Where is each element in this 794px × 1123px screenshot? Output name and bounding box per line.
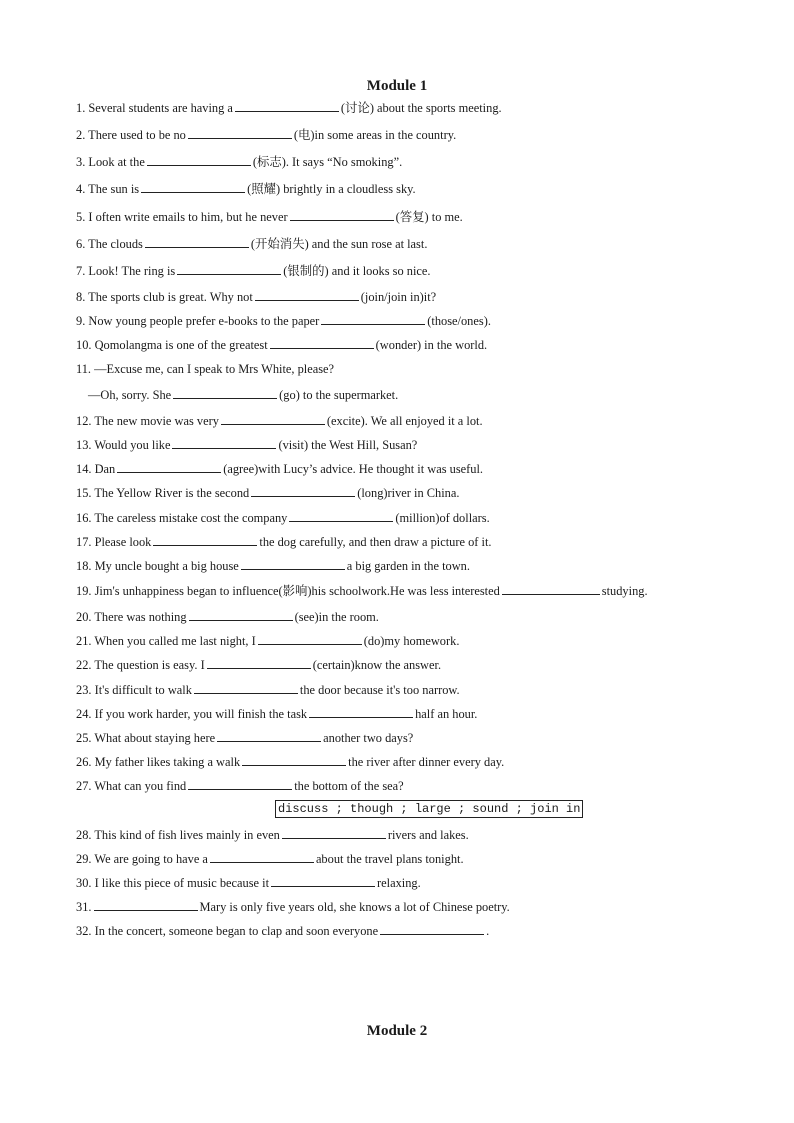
question-6: 6. The clouds (开始消失) and the sun rose at last. bbox=[76, 237, 428, 251]
question-25: 25. What about staying here another two days? bbox=[76, 731, 414, 745]
answer-blank[interactable] bbox=[94, 898, 198, 911]
answer-blank[interactable] bbox=[188, 126, 292, 139]
question-8: 8. The sports club is great. Why not (join/join in)it? bbox=[76, 290, 437, 304]
answer-blank[interactable] bbox=[145, 235, 249, 248]
question-22: 22. The question is easy. I (certain)know the answer. bbox=[76, 658, 442, 672]
answer-blank[interactable] bbox=[258, 632, 362, 645]
answer-blank[interactable] bbox=[235, 99, 339, 112]
answer-blank[interactable] bbox=[189, 608, 293, 621]
answer-blank[interactable] bbox=[188, 777, 292, 790]
question-27: 27. What can you find the bottom of the sea? bbox=[76, 779, 404, 793]
word-bank-box: discuss ; though ; large ; sound ; join in bbox=[275, 800, 583, 818]
question-9: 9. Now young people prefer e-books to the paper (those/ones). bbox=[76, 314, 491, 328]
question-10: 10. Qomolangma is one of the greatest (wonder) in the world. bbox=[76, 338, 488, 352]
question-13: 13. Would you like (visit) the West Hill, Susan? bbox=[76, 438, 418, 452]
answer-blank[interactable] bbox=[217, 729, 321, 742]
answer-blank[interactable] bbox=[251, 484, 355, 497]
answer-blank[interactable] bbox=[241, 557, 345, 570]
answer-blank[interactable] bbox=[255, 288, 359, 301]
answer-blank[interactable] bbox=[290, 208, 394, 221]
question-30: 30. I like this piece of music because it relaxing. bbox=[76, 876, 421, 890]
answer-blank[interactable] bbox=[210, 850, 314, 863]
answer-blank[interactable] bbox=[117, 460, 221, 473]
answer-blank[interactable] bbox=[282, 826, 386, 839]
question-3: 3. Look at the (标志). It says “No smoking”. bbox=[76, 155, 403, 169]
answer-blank[interactable] bbox=[242, 753, 346, 766]
answer-blank[interactable] bbox=[153, 533, 257, 546]
question-17: 17. Please look the dog carefully, and then draw a picture of it. bbox=[76, 535, 492, 549]
question-20: 20. There was nothing (see)in the room. bbox=[76, 610, 379, 624]
question-1: 1. Several students are having a (讨论) about the sports meeting. bbox=[76, 101, 502, 115]
answer-blank[interactable] bbox=[194, 681, 298, 694]
module-2-title: Module 2 bbox=[366, 1023, 428, 1039]
question-5: 5. I often write emails to him, but he never (答复) to me. bbox=[76, 210, 463, 224]
answer-blank[interactable] bbox=[173, 386, 277, 399]
answer-blank[interactable] bbox=[380, 922, 484, 935]
answer-blank[interactable] bbox=[271, 874, 375, 887]
question-16: 16. The careless mistake cost the company (million)of dollars. bbox=[76, 511, 490, 525]
question-11-prompt: 11. —Excuse me, can I speak to Mrs White, please? bbox=[76, 362, 335, 376]
question-32: 32. In the concert, someone began to clap and soon everyone . bbox=[76, 924, 490, 938]
question-19: 19. Jim's unhappiness began to influence(影响)his schoolwork.He was less interested studying. bbox=[76, 584, 648, 598]
answer-blank[interactable] bbox=[141, 180, 245, 193]
answer-blank[interactable] bbox=[502, 582, 600, 595]
question-15: 15. The Yellow River is the second (long)river in China. bbox=[76, 486, 460, 500]
question-7: 7. Look! The ring is (银制的) and it looks so nice. bbox=[76, 264, 431, 278]
answer-blank[interactable] bbox=[221, 412, 325, 425]
question-11-response: —Oh, sorry. She (go) to the supermarket. bbox=[88, 388, 399, 402]
answer-blank[interactable] bbox=[289, 509, 393, 522]
question-31: 31. Mary is only five years old, she knows a lot of Chinese poetry. bbox=[76, 900, 510, 914]
answer-blank[interactable] bbox=[177, 262, 281, 275]
question-4: 4. The sun is (照耀) brightly in a cloudless sky. bbox=[76, 182, 416, 196]
answer-blank[interactable] bbox=[172, 436, 276, 449]
answer-blank[interactable] bbox=[147, 153, 251, 166]
question-23: 23. It's difficult to walk the door because it's too narrow. bbox=[76, 683, 460, 697]
answer-blank[interactable] bbox=[270, 336, 374, 349]
question-26: 26. My father likes taking a walk the river after dinner every day. bbox=[76, 755, 505, 769]
question-24: 24. If you work harder, you will finish the task half an hour. bbox=[76, 707, 478, 721]
question-28: 28. This kind of fish lives mainly in even rivers and lakes. bbox=[76, 828, 469, 842]
answer-blank[interactable] bbox=[321, 312, 425, 325]
answer-blank[interactable] bbox=[309, 705, 413, 718]
question-14: 14. Dan (agree)with Lucy’s advice. He thought it was useful. bbox=[76, 462, 484, 476]
question-12: 12. The new movie was very (excite). We all enjoyed it a lot. bbox=[76, 414, 483, 428]
answer-blank[interactable] bbox=[207, 656, 311, 669]
module-1-title: Module 1 bbox=[366, 78, 428, 94]
question-29: 29. We are going to have a about the travel plans tonight. bbox=[76, 852, 464, 866]
question-21: 21. When you called me last night, I (do)my homework. bbox=[76, 634, 460, 648]
question-18: 18. My uncle bought a big house a big garden in the town. bbox=[76, 559, 470, 573]
question-2: 2. There used to be no (电)in some areas in the country. bbox=[76, 128, 457, 142]
